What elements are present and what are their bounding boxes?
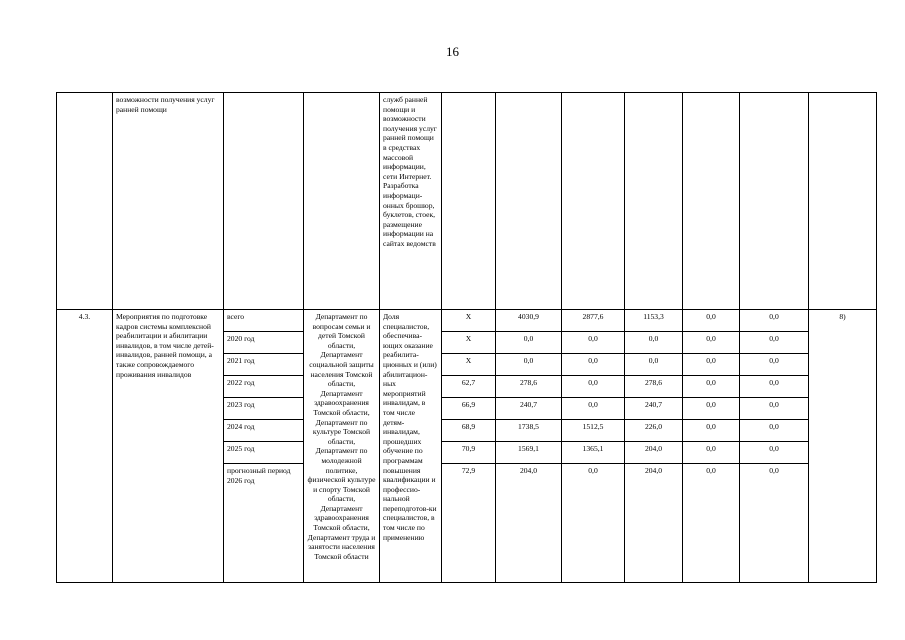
total-cell: 0,0 [496, 354, 562, 376]
target-cell: 66,9 [442, 398, 496, 420]
program-table [56, 92, 877, 583]
total-cell: 240,7 [496, 398, 562, 420]
local-cell: 0,0 [683, 398, 740, 420]
activity-indicator: Доля специалистов, обеспечива-ющих оказание реабилита-ционных и (или) абилитацион-ных мероприятий инвалидам, в том числе детям-инвалидам, прошедших обучение по программам повышения квалификации и профессио-нальной переподготов-ки специалистов, в том числе по применению [380, 310, 442, 583]
local-cell: 0,0 [683, 376, 740, 398]
activity-number: 4.3. [57, 310, 113, 583]
regional-cell: 0,0 [625, 332, 683, 354]
federal-cell: 0,0 [562, 464, 625, 583]
period-cell: 2025 год [224, 442, 304, 464]
period-cell: прогнозный период 2026 год [224, 464, 304, 583]
regional-cell: 0,0 [625, 354, 683, 376]
total-cell: 1738,5 [496, 420, 562, 442]
regional-cell: 278,6 [625, 376, 683, 398]
target-cell: Х [442, 354, 496, 376]
activity-name: Мероприятия по подготовке кадров системы комплексной реабилитации и абилитации инвалидов, в том числе детей-инвалидов, ранней помощи, а также сопровождаемого проживания инвалидов [113, 310, 224, 583]
local-cell: 0,0 [683, 354, 740, 376]
target-cell: Х [442, 332, 496, 354]
target-cell: 70,9 [442, 442, 496, 464]
total-cell: 1569,1 [496, 442, 562, 464]
activity-note: 8) [809, 310, 877, 583]
activity-executors: Департамент по вопросам семьи и детей Томской области, Департамент социальной защиты населения Томской области, Департамент здравоохранения Томской области, Департамент по культуре Томской области, Департамент по молодежной политике, физической культуре и спорту Томской области, Департамент здравоохранения Томской области, Департамент труда и занятости населения Томской области [304, 310, 380, 583]
page-number: 16 [446, 44, 459, 59]
other-cell: 0,0 [740, 398, 809, 420]
local-cell: 0,0 [683, 332, 740, 354]
other-cell: 0,0 [740, 310, 809, 332]
table-row [57, 310, 877, 332]
federal-cell: 1512,5 [562, 420, 625, 442]
local-cell: 0,0 [683, 442, 740, 464]
total-cell: 204,0 [496, 464, 562, 583]
federal-cell: 2877,6 [562, 310, 625, 332]
total-cell: 4030,9 [496, 310, 562, 332]
regional-cell: 226,0 [625, 420, 683, 442]
federal-cell: 0,0 [562, 332, 625, 354]
continuation-result: служб ранней помощи и возможности получения услуг ранней помощи в средствах массовой информации, сети Интернет. Разработка информаци-онных брошюр, буклетов, стоек, размещение информации на сайтах ведомств [380, 93, 442, 310]
continuation-row [57, 93, 877, 310]
target-cell: Х [442, 310, 496, 332]
other-cell: 0,0 [740, 464, 809, 583]
total-cell: 278,6 [496, 376, 562, 398]
other-cell: 0,0 [740, 376, 809, 398]
period-cell: 2023 год [224, 398, 304, 420]
local-cell: 0,0 [683, 464, 740, 583]
other-cell: 0,0 [740, 354, 809, 376]
local-cell: 0,0 [683, 420, 740, 442]
period-cell: 2020 год [224, 332, 304, 354]
target-cell: 68,9 [442, 420, 496, 442]
regional-cell: 240,7 [625, 398, 683, 420]
period-cell: 2022 год [224, 376, 304, 398]
federal-cell: 0,0 [562, 376, 625, 398]
continuation-name: возможности получения услуг ранней помощи [113, 93, 224, 310]
period-cell: 2024 год [224, 420, 304, 442]
other-cell: 0,0 [740, 442, 809, 464]
period-cell: 2021 год [224, 354, 304, 376]
other-cell: 0,0 [740, 420, 809, 442]
other-cell: 0,0 [740, 332, 809, 354]
target-cell: 62,7 [442, 376, 496, 398]
regional-cell: 204,0 [625, 442, 683, 464]
regional-cell: 1153,3 [625, 310, 683, 332]
total-cell: 0,0 [496, 332, 562, 354]
federal-cell: 0,0 [562, 354, 625, 376]
regional-cell: 204,0 [625, 464, 683, 583]
period-cell: всего [224, 310, 304, 332]
local-cell: 0,0 [683, 310, 740, 332]
federal-cell: 0,0 [562, 398, 625, 420]
federal-cell: 1365,1 [562, 442, 625, 464]
target-cell: 72,9 [442, 464, 496, 583]
